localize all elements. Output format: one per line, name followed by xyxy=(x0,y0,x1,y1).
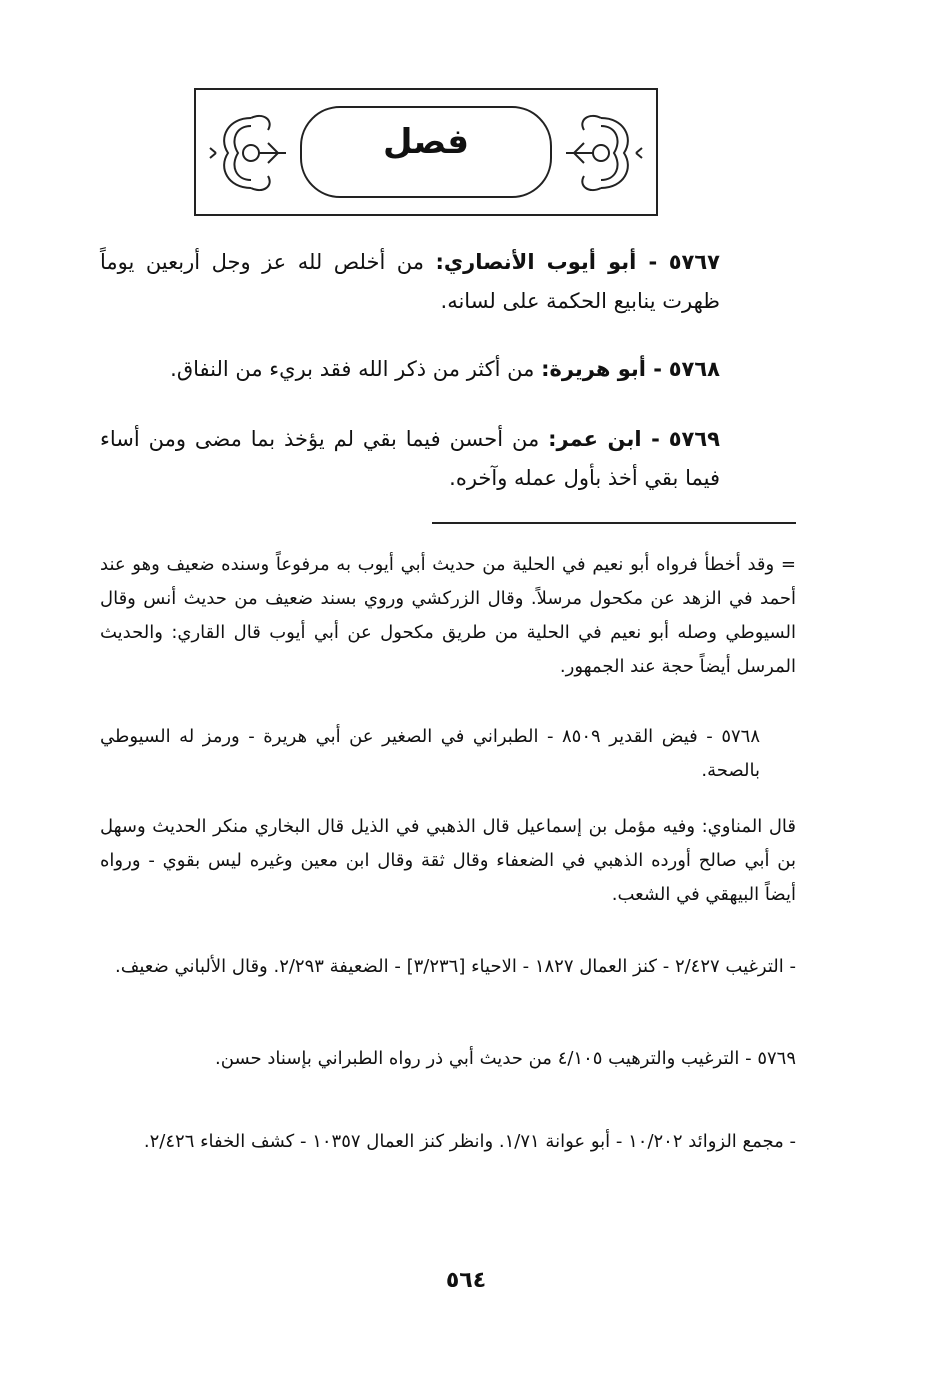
entry-number: ٥٧٦٩ xyxy=(668,427,720,451)
entry-number: ٥٧٦٧ xyxy=(668,250,720,274)
footnote-divider xyxy=(432,522,796,524)
entry-number: ٥٧٦٨ xyxy=(668,357,720,381)
entry-narrator: ابن عمر: xyxy=(548,427,642,451)
hadith-entry: ٥٧٦٨ - أبو هريرة: من أكثر من ذكر الله فقد بريء من النفاق. xyxy=(170,357,720,381)
entry-text: من أحسن فيما بقي لم يؤخذ بما مضى ومن أساء فيما بقي أخذ بأول عمله وآخره. xyxy=(100,427,720,490)
footnote: قال المناوي: وفيه مؤمل بن إسماعيل قال الذهبي في الذيل قال البخاري منكر الحديث وسهل بن أبي صالح أورده الذهبي في الضعفاء وقال ثقة وقال ابن معين وغيره ليس بقوي - ورواه أيضاً البيهقي في الشعب. xyxy=(100,816,796,905)
entry-narrator: أبو هريرة: xyxy=(541,357,646,381)
footnote: - الترغيب ٢/٤٢٧ - كنز العمال ١٨٢٧ - الاحياء [٣/٢٣٦] - الضعيفة ٢/٢٩٣. وقال الألباني ضعيف. xyxy=(115,956,796,977)
hadith-entry: ٥٧٦٩ - ابن عمر: من أحسن فيما بقي لم يؤخذ بما مضى ومن أساء فيما بقي أخذ بأول عمله وآخره. xyxy=(100,427,720,490)
footnote: - مجمع الزوائد ١٠/٢٠٢ - أبو عوانة ١/٧١. وانظر كنز العمال ١٠٣٥٧ - كشف الخفاء ٢/٤٢٦. xyxy=(143,1131,796,1152)
floral-ornament-icon xyxy=(558,108,644,198)
footnote: = وقد أخطأ فرواه أبو نعيم في الحلية من حديث أبي أيوب به مرفوعاً وسنده ضعيف وهو عند أحمد في الزهد عن مكحول مرسلاً. وقال الزركشي وروي بسند ضعيف من حديث أنس وقال السيوطي وصله أبو نعيم في الحلية من طريق مكحول عن أبي أيوب قال القاري: والحديث المرسل أيضاً حجة عند الجمهور. xyxy=(100,554,796,677)
entry-narrator: أبو أيوب الأنصاري: xyxy=(435,250,637,274)
chapter-title: فصل xyxy=(382,122,470,162)
page-number: ٥٦٤ xyxy=(445,1268,487,1293)
chapter-header-frame xyxy=(194,88,658,216)
entry-text: من أكثر من ذكر الله فقد بريء من النفاق. xyxy=(170,357,535,381)
header-inner xyxy=(204,98,648,206)
entry-text: من أخلص لله عز وجل أربعين يوماً ظهرت ينابيع الحكمة على لسانه. xyxy=(100,250,720,313)
hadith-entry: ٥٧٦٧ - أبو أيوب الأنصاري: من أخلص لله عز وجل أربعين يوماً ظهرت ينابيع الحكمة على لسانه. xyxy=(100,250,720,313)
footnote: ٥٧٦٨ - فيض القدير ٨٥٠٩ - الطبراني في الصغير عن أبي هريرة - ورمز له السيوطي بالصحة. xyxy=(100,726,760,781)
footnote: ٥٧٦٩ - الترغيب والترهيب ٤/١٠٥ من حديث أبي ذر رواه الطبراني بإسناد حسن. xyxy=(215,1048,796,1069)
